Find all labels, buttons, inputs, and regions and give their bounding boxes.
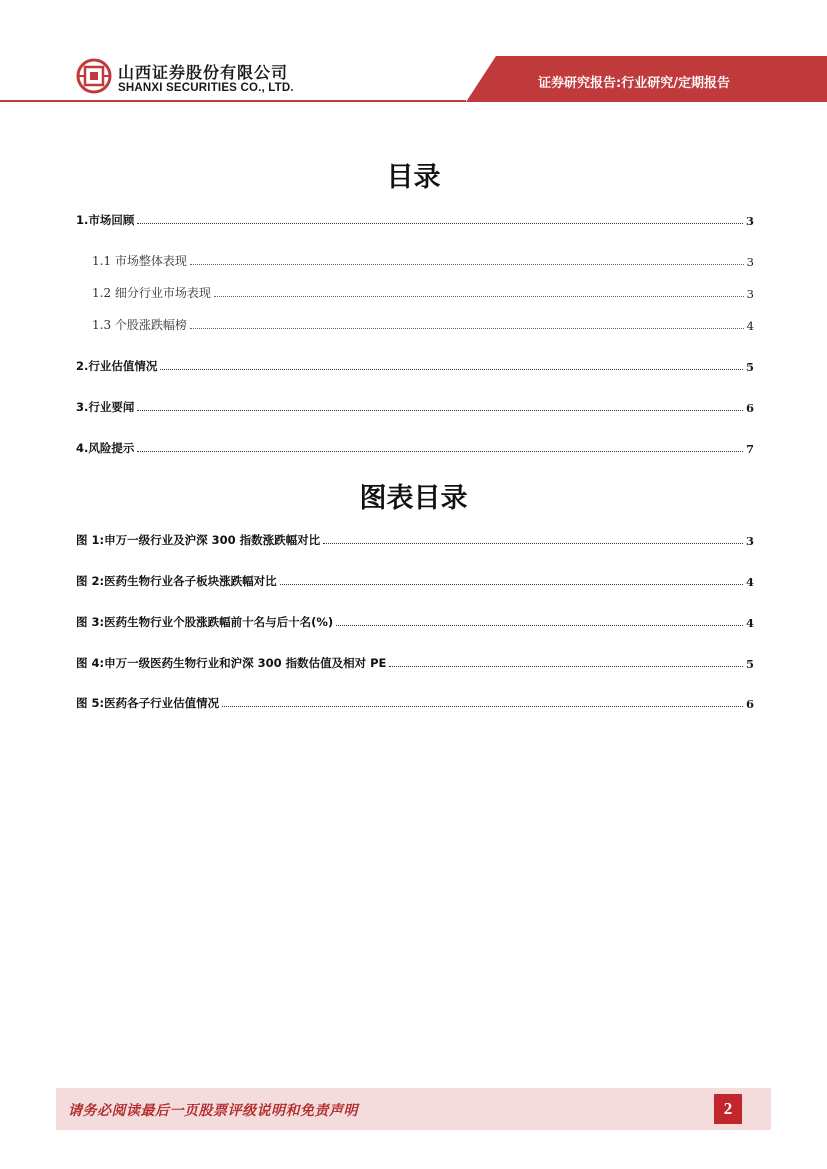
- toc-leader-dots: [389, 665, 743, 667]
- figure-toc-entry-label: 图 4:申万一级医药生物行业和沪深 300 指数估值及相对 PE: [76, 656, 387, 670]
- figure-toc-entry-page: 4: [745, 616, 754, 630]
- page-header: [0, 0, 827, 108]
- toc-entry-page: 6: [745, 401, 754, 415]
- toc-entry[interactable]: [76, 356, 754, 374]
- figure-toc-entry-label: 图 5:医药各子行业估值情况: [76, 696, 220, 710]
- figure-toc-entry-label: 图 3:医药生物行业个股涨跌幅前十名与后十名(%): [76, 615, 334, 629]
- toc-entry-label: 3.行业要闻: [76, 400, 135, 414]
- toc-entry-label: 1.2 细分行业市场表现: [92, 286, 211, 300]
- toc-leader-dots: [323, 542, 743, 544]
- page-number: 2: [714, 1094, 742, 1124]
- toc-leader-dots: [214, 295, 744, 297]
- toc-entry[interactable]: [92, 283, 754, 301]
- toc-entry-label: 4.风险提示: [76, 441, 135, 455]
- toc-entry-page: 5: [745, 360, 754, 374]
- toc-entry-label: 2.行业估值情况: [76, 359, 158, 373]
- toc-entry[interactable]: [76, 438, 754, 456]
- figure-toc-entry[interactable]: [76, 612, 754, 630]
- toc-leader-dots: [222, 705, 743, 707]
- figure-toc-entry-page: 6: [745, 697, 754, 711]
- figure-toc-entry[interactable]: [76, 693, 754, 711]
- figure-toc-entry-label: 图 2:医药生物行业各子板块涨跌幅对比: [76, 574, 277, 588]
- toc-leader-dots: [336, 624, 743, 626]
- toc-leader-dots: [190, 327, 744, 329]
- figure-toc-entry-page: 5: [745, 657, 754, 671]
- company-name-cn: 山西证券股份有限公司: [118, 63, 289, 82]
- toc-entry[interactable]: [76, 210, 754, 228]
- footer-disclaimer: 请务必阅读最后一页股票评级说明和免责声明: [68, 1103, 358, 1119]
- toc-leader-dots: [280, 583, 743, 585]
- toc-entry-label: 1.3 个股涨跌幅榜: [92, 318, 187, 332]
- toc-entry-label: 1.市场回顾: [76, 213, 135, 227]
- company-logo-icon: [76, 58, 112, 94]
- toc-title: 目录: [386, 162, 441, 193]
- report-type-label: 证券研究报告:行业研究/定期报告: [538, 76, 730, 91]
- toc-leader-dots: [137, 409, 743, 411]
- toc-leader-dots: [137, 450, 743, 452]
- figure-toc-entry[interactable]: [76, 530, 754, 548]
- figure-toc-entry[interactable]: [76, 653, 754, 671]
- toc-entry[interactable]: [76, 397, 754, 415]
- figure-toc-entry-label: 图 1:申万一级行业及沪深 300 指数涨跌幅对比: [76, 533, 321, 547]
- toc-entry-page: 4: [746, 319, 754, 333]
- toc-entry[interactable]: [92, 315, 754, 333]
- toc-entry[interactable]: [92, 251, 754, 269]
- toc-leader-dots: [137, 222, 743, 224]
- toc-leader-dots: [160, 368, 743, 370]
- figure-toc-title: 图表目录: [359, 483, 468, 514]
- toc-leader-dots: [190, 263, 744, 265]
- toc-entry-page: 3: [746, 287, 754, 301]
- page-footer: [56, 1088, 771, 1130]
- company-name-en: SHANXI SECURITIES CO., LTD.: [118, 82, 294, 94]
- figure-toc-entry[interactable]: [76, 571, 754, 589]
- toc-entry-page: 3: [745, 214, 754, 228]
- figure-toc-entry-page: 3: [745, 534, 754, 548]
- toc-entry-page: 3: [746, 255, 754, 269]
- figure-toc-entry-page: 4: [745, 575, 754, 589]
- toc-entry-page: 7: [745, 442, 754, 456]
- toc-entry-label: 1.1 市场整体表现: [92, 254, 187, 268]
